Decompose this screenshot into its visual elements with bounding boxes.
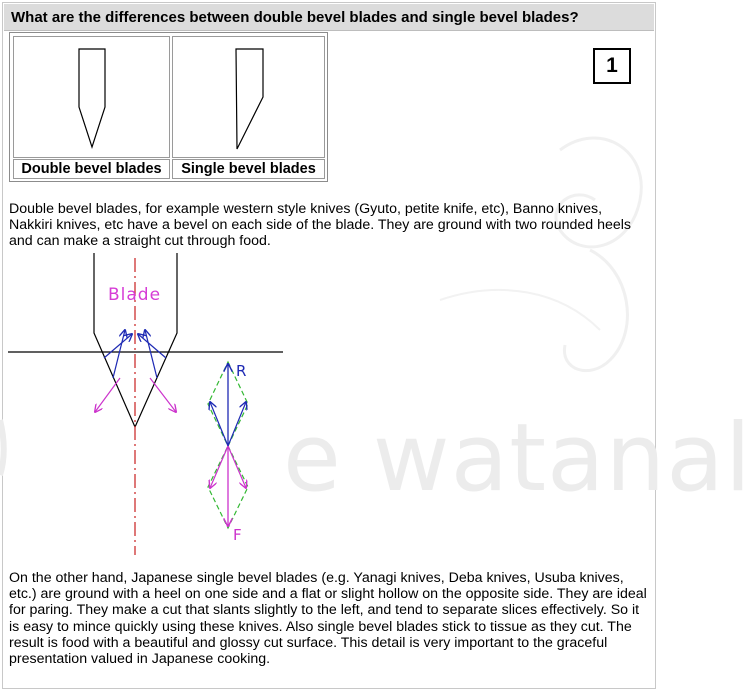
left-normal-arrow-2 — [104, 334, 132, 358]
resultant-left-arrow — [210, 402, 228, 446]
right-normal-arrow-2 — [138, 334, 166, 358]
double-bevel-caption: Double bevel blades — [21, 161, 162, 177]
step-number-badge: 1 — [593, 48, 631, 84]
resultant-right-arrow — [228, 402, 246, 446]
single-bevel-caption: Single bevel blades — [181, 161, 316, 177]
force-left-arrow — [210, 446, 228, 488]
single-bevel-description: On the other hand, Japanese single bevel blades (e.g. Yanagi knives, Deba knives, Usuba knives, etc.) are ground with a heel on one side and a flat or slight hollow on the opposite side. They are ideal for paring. They make a cut that slants slightly to the left, and tend to separate slices effectively. So it is easy to mince quickly using these knives. Also single bevel blades stick to tissue as they cut. The result is food with a beautiful and glossy cut surface. This detail is very important to the graceful presentation valued in Japanese cooking. — [9, 570, 647, 668]
double-bevel-description: Double bevel blades, for example western style knives (Gyuto, petite knife, etc), Banno knives, Nakkiri knives, etc have a bevel on each side of the blade. They are ground with two rounded heels and can make a straight cut through food. — [9, 201, 631, 250]
left-outward-arrow — [95, 378, 120, 412]
question-title: What are the differences between double bevel blades and single bevel blades? — [11, 9, 579, 26]
right-normal-arrow — [145, 330, 157, 378]
force-right-arrow — [228, 446, 246, 488]
resultant-label: R — [236, 362, 247, 380]
left-normal-arrow — [113, 330, 125, 378]
force-label: F — [233, 526, 242, 544]
blade-label: Blade — [108, 285, 162, 305]
right-outward-arrow — [150, 378, 176, 412]
watermark-text: e watanal — [283, 404, 752, 513]
